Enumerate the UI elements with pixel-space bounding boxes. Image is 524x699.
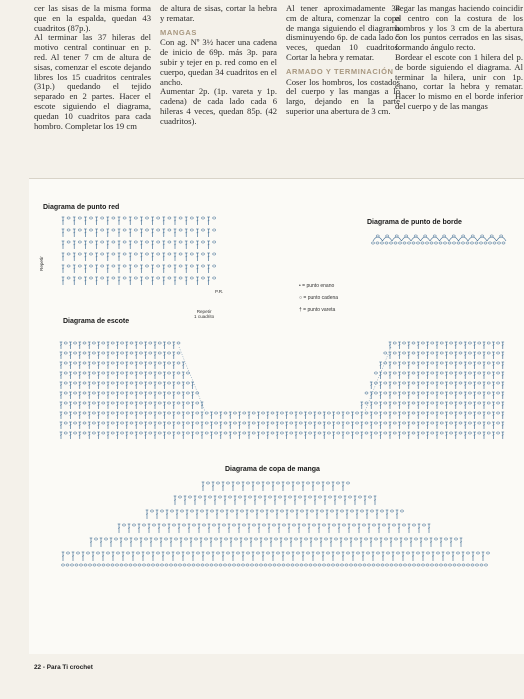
paragraph: Al tener aproximadamente 34 cm de altura, comenzar la copa de manga siguiendo el diagrama disminuyendo 6p. de cada lado 5 veces, quedan 10 cuadritos. Cortar la hebra y rematar. [286,3,400,62]
legend-cadena: ○ = punto cadena [299,295,339,301]
text-column-2 [160,4,277,127]
paragraph: Bordear el escote con 1 hilera del p. de borde siguiendo el diagrama. Al terminar la hilera, unir con 1p. enano, cortar la hebra y rematar. Hacer lo mismo en el borde inferior del cuerpo y de las mangas [395,51,523,111]
vareta-icon: † [299,307,302,313]
diagram-title-escote: Diagrama de escote [63,318,130,325]
text-column-1 [34,4,151,131]
section-heading-armado: ARMADO Y TERMINACIÓN [286,66,394,76]
point-cadena-icon: ○ [299,295,303,301]
paragraph: de altura de sisas, cortar la hebra y rematar. [160,3,277,23]
point-enano-icon: • [299,283,301,289]
repeat-label-side: Repetir [39,256,44,271]
legend-vareta: † = punto vareta [299,307,336,313]
text-column-3 [286,4,400,117]
repeat-label-bottom: Repetir 1 cuadrito [194,309,215,319]
stitch-diagrams-drawing [29,179,524,654]
legend-enano: • = punto enano [299,283,335,289]
paragraph: Coser los hombros, los costados del cuerpo y las mangas a lo largo, dejando en la parte superior una abertura de 3 cm. [286,76,400,116]
diagram-title-punto-red: Diagrama de punto red [43,204,120,211]
diagrams-panel [29,178,524,654]
text-column-4 [395,4,523,112]
paragraph: Al terminar las 37 hileras del motivo central continuar en p. red. Al tener 7 cm de altura de sisas, comenzar el escote dejando libres los 15 cuadritos centrales (31p.) quedando el tejido separado en 2 partes. Hacer el escote siguiendo el diagrama, quedan 10 cuadritos para cada hombro. Completar los 19 cm [34,32,151,131]
page-footer: 22 - Para Ti crochet [34,664,93,671]
diagram-title-copa-manga: Diagrama de copa de manga [225,466,320,473]
section-heading-mangas: MANGAS [160,27,197,37]
paragraph: Con ag. Nº 3½ hacer una cadena de inicio de 69p. más 3p. para subir y tejer en p. red como en el cuerpo, quedan 34 cuadritos en el ancho. [160,37,277,87]
diagram-title-punto-borde: Diagrama de punto de borde [367,219,462,226]
paragraph: Aumentar 2p. (1p. vareta y 1p. cadena) de cada lado cada 6 hileras 4 veces, quedan 85p. (42 cuadritos). [160,86,277,126]
paragraph: cer las sisas de la misma forma que en la espalda, quedan 43 cuadritos (87p.). [34,3,151,33]
pr-label: P.R. [215,289,224,294]
paragraph: Pegar las mangas haciendo coincidir el centro con la costura de los hombros y los 3 cm de la abertura con los puntos cerrados en las sisas, formando ángulo recto. [395,3,523,53]
